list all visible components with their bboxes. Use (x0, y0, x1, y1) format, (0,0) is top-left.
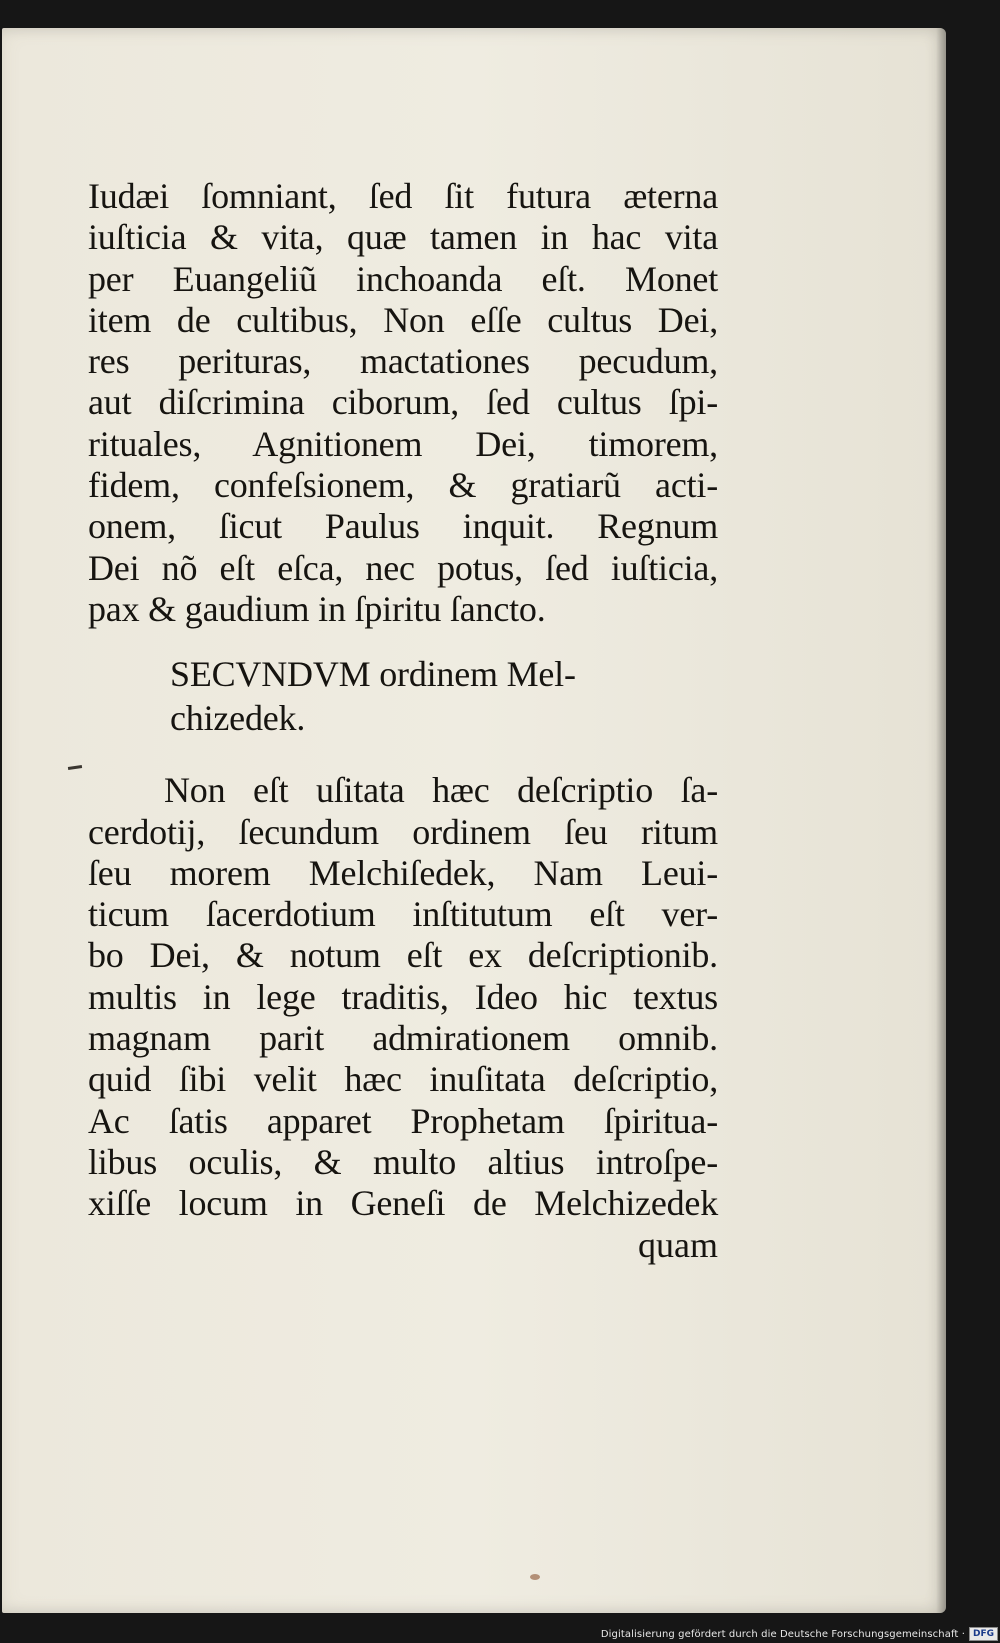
text-line: xiſſe locum in Geneſi de Melchizedek (88, 1183, 718, 1224)
text-line: res perituras, mactationes pecudum, (88, 341, 718, 382)
paragraph-1 (88, 176, 718, 630)
text-line: item de cultibus, Non eſſe cultus Dei, (88, 299, 718, 340)
text-line: Dei nõ eſt eſca, nec potus, ſed iuſticia, (88, 547, 718, 588)
text-line: Non eſt uſitata hæc deſcriptio ſa- (164, 770, 718, 811)
text-line: iuſticia & vita, quæ tamen in hac vita (88, 217, 718, 258)
text-line: Iudæi ſomniant, ſed ſit futura æterna (88, 176, 718, 216)
text-line: magnam parit admirationem omnib. (88, 1018, 718, 1059)
heading-line: SECVNDVM ordinem Mel- (170, 654, 576, 695)
text-line: onem, ſicut Paulus inquit. Regnum (88, 506, 718, 547)
text-line: rituales, Agnitionem Dei, timorem, (88, 423, 718, 464)
text-line: ſeu morem Melchiſedek, Nam Leui- (88, 852, 718, 893)
text-line: libus oculis, & multo altius introſpe- (88, 1141, 718, 1182)
text-line: ticum ſacerdotium inſtitutum eſt ver- (88, 894, 718, 935)
text-line: quid ſibi velit hæc inuſitata deſcriptio, (88, 1059, 718, 1100)
paper-stain (530, 1574, 540, 1580)
text-line: aut diſcrimina ciborum, ſed cultus ſpi- (88, 382, 718, 423)
digitization-credit: Digitalisierung gefördert durch die Deutsche Forschungsgemeinschaft · (600, 1628, 965, 1640)
text-line: Ac ſatis apparet Prophetam ſpiritua- (88, 1100, 718, 1141)
section-heading (88, 652, 718, 740)
page-text (88, 176, 718, 1266)
text-line: pax & gaudium in ſpiritu ſancto. (88, 588, 546, 629)
digitization-credit-bar (600, 1625, 1000, 1643)
margin-mark (68, 765, 82, 770)
page-edge-shadow (936, 28, 946, 1613)
text-line: bo Dei, & notum eſt ex deſcriptionib. (88, 935, 718, 976)
heading-line: chizedek. (170, 698, 306, 739)
paragraph-2 (88, 770, 718, 1224)
catchword: quam (638, 1224, 718, 1265)
text-line: cerdotij, ſecundum ordinem ſeu ritum (88, 811, 718, 852)
text-line: fidem, confeſsionem, & gratiarũ acti- (88, 465, 718, 506)
text-line: multis in lege traditis, Ideo hic textus (88, 976, 718, 1017)
dfg-logo: DFG (969, 1627, 998, 1641)
text-line: per Euangeliũ inchoanda eſt. Monet (88, 258, 718, 299)
book-page (2, 28, 946, 1613)
